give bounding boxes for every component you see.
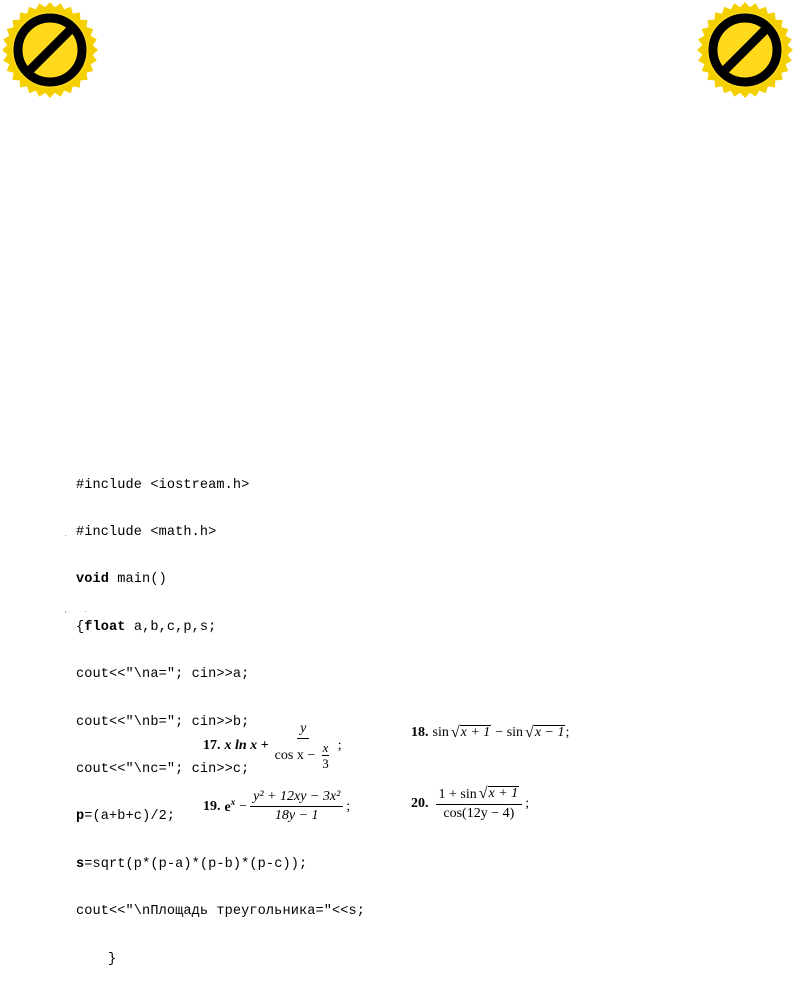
numerator: 1 + sin — [438, 787, 477, 802]
formula-text: − sin — [495, 725, 524, 740]
inner-denominator: 3 — [322, 756, 329, 771]
scan-speck: , — [64, 604, 67, 615]
formula-19 — [203, 790, 350, 823]
scan-speck: · — [64, 530, 68, 541]
formula-18 — [411, 725, 569, 741]
code-line: cout<<"\nb="; cin>>b; — [76, 714, 250, 730]
fraction — [250, 790, 343, 823]
code-line: p=(a+b+c)/2; — [76, 809, 176, 825]
radicand: x − 1 — [534, 725, 565, 741]
numerator: y — [300, 721, 307, 736]
formula-17 — [203, 722, 342, 770]
code-line: #include <iostream.h> — [76, 477, 250, 493]
code-line: cout<<"\na="; cin>>a; — [76, 667, 250, 683]
formula-number: 19. — [203, 798, 221, 814]
formula-number: 17. — [203, 738, 221, 753]
formula-number: 20. — [411, 795, 429, 811]
denominator: cos x − — [274, 747, 316, 763]
prohibition-icon — [0, 0, 100, 100]
denominator: 18y − 1 — [274, 808, 319, 823]
square-root: √ x + 1 — [450, 724, 491, 741]
inner-numerator: x — [322, 740, 329, 755]
fraction — [436, 786, 523, 821]
formula-tail: ; — [525, 795, 530, 811]
numerator: y² + 12xy − 3x² — [250, 790, 343, 807]
scan-speck: · — [84, 606, 88, 617]
code-line: void main() — [76, 572, 167, 588]
square-root: √ x − 1 — [525, 724, 565, 741]
code-line: {float a,b,c,p,s; — [76, 619, 217, 635]
square-root: √ x + 1 — [478, 785, 519, 802]
formula-tail: ; — [337, 738, 342, 753]
code-listing — [76, 446, 365, 983]
formula-number: 18. — [411, 725, 429, 740]
code-line: s=sqrt(p*(p-a)*(p-b)*(p-c)); — [76, 856, 308, 872]
code-line: #include <math.h> — [76, 524, 217, 540]
formula-text: x ln x + — [224, 738, 269, 753]
formula-text: e — [224, 800, 231, 815]
denominator: cos(12y − 4) — [443, 806, 515, 821]
radicand: x + 1 — [488, 786, 519, 802]
inner-fraction — [319, 741, 332, 770]
code-line: } — [108, 951, 117, 967]
code-line: cout<<"\nc="; cin>>c; — [76, 761, 250, 777]
fraction — [272, 722, 335, 770]
formula-text: sin — [432, 725, 449, 740]
formula-20 — [411, 786, 529, 821]
formula-text: − — [239, 798, 248, 814]
formula-tail: ; — [565, 725, 570, 740]
exponent: x — [230, 797, 236, 807]
code-line: cout<<"\nПлощадь треугольника="<<s; — [76, 904, 366, 920]
radicand: x + 1 — [460, 725, 491, 741]
formula-tail: ; — [346, 798, 351, 814]
prohibition-icon — [695, 0, 794, 100]
